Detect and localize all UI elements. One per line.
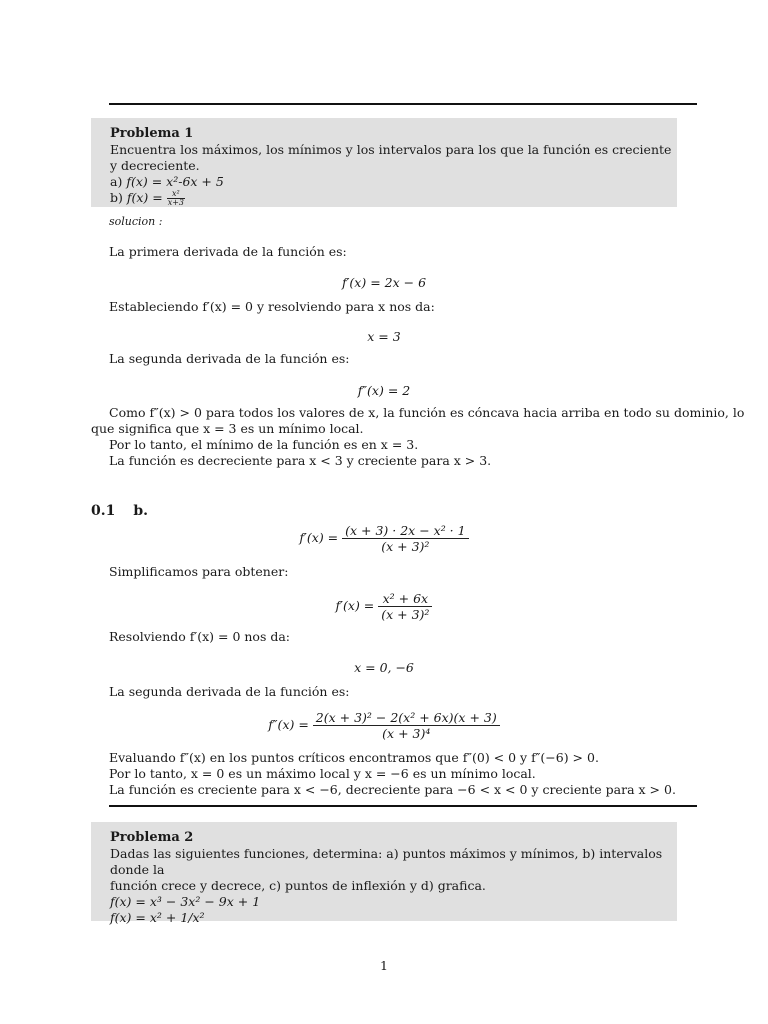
equation-4-denominator: (x + 3)⁴ <box>382 726 431 741</box>
part-a-line-1: La primera derivada de la función es: <box>109 244 347 259</box>
item-b-lhs: f(x) = <box>126 190 167 205</box>
part-b-line-4: Evaluando f″(x) en los puntos críticos encontramos que f″(0) < 0 y f″(−6) > 0. <box>109 750 599 765</box>
part-a-line-3: La segunda derivada de la función es: <box>109 351 350 366</box>
problem-2-title: Problema 2 <box>110 830 194 845</box>
part-a-paragraph-line-1: Como f″(x) > 0 para todos los valores de x, la función es cóncava hacia arriba en todo su dominio, lo <box>109 405 745 420</box>
part-b-line-1: Simplificamos para obtener: <box>109 564 289 579</box>
problem-2-box <box>91 822 677 925</box>
part-a-line-2: Estableciendo f′(x) = 0 y resolviendo para x nos da: <box>109 299 435 314</box>
section-heading <box>91 503 148 519</box>
item-b-numerator: x² <box>167 190 185 199</box>
part-a-line-5: La función es decreciente para x < 3 y creciente para x > 3. <box>109 453 492 468</box>
equation-4-fraction <box>313 710 500 741</box>
part-a-equation-3: f″(x) = 2 <box>357 383 411 398</box>
equation-1-fraction <box>342 523 468 554</box>
part-a-equation-2: x = 3 <box>367 329 401 344</box>
item-b-denominator: x+3 <box>167 198 185 207</box>
equation-2-lhs: f′(x) = <box>335 598 379 613</box>
problem-1-statement: Encuentra los máximos, los mínimos y los intervalos para los que la función es creciente y decreciente. <box>110 142 672 173</box>
equation-2-fraction <box>378 591 432 622</box>
equation-1-numerator: (x + 3) · 2x − x² · 1 <box>342 523 468 539</box>
problem-1-title: Problema 1 <box>110 126 194 141</box>
part-a-equation-1: f′(x) = 2x − 6 <box>341 275 427 290</box>
page-number: 1 <box>380 958 388 973</box>
item-a-expression: f(x) = x²-6x + 5 <box>126 174 224 189</box>
equation-4-numerator: 2(x + 3)² − 2(x² + 6x)(x + 3) <box>313 710 500 726</box>
top-rule <box>109 103 697 105</box>
part-b-equation-3: x = 0, −6 <box>354 660 414 675</box>
problem-2-line-2: función crece y decrece, c) puntos de inflexión y d) grafica. <box>110 878 486 893</box>
solucion-label: solucion : <box>109 215 163 228</box>
item-b-fraction <box>167 190 185 207</box>
item-b-label: b) <box>110 190 127 205</box>
part-b-equation-4 <box>0 710 768 741</box>
equation-1-lhs: f′(x) = <box>299 530 343 545</box>
problem-2-function-2: f(x) = x² + 1/x² <box>110 910 205 925</box>
problem-1-item-b <box>110 190 677 207</box>
part-b-line-5: Por lo tanto, x = 0 es un máximo local y x = −6 es un mínimo local. <box>109 766 536 781</box>
part-b-equation-2 <box>0 591 768 622</box>
section-title: b. <box>133 503 149 519</box>
part-b-line-2: Resolviendo f′(x) = 0 nos da: <box>109 629 290 644</box>
equation-2-numerator: x² + 6x <box>378 591 432 607</box>
part-b-line-6: La función es creciente para x < −6, decreciente para −6 < x < 0 y creciente para x > 0. <box>109 782 676 797</box>
item-a-label: a) <box>110 174 127 189</box>
equation-4-lhs: f″(x) = <box>268 717 313 732</box>
part-a-paragraph-line-2: que significa que x = 3 es un mínimo local. <box>91 421 364 436</box>
equation-1-denominator: (x + 3)² <box>381 539 430 554</box>
part-b-line-3: La segunda derivada de la función es: <box>109 684 350 699</box>
problem-2-function-1: f(x) = x³ − 3x² − 9x + 1 <box>110 894 261 909</box>
part-b-equation-1 <box>0 523 768 554</box>
equation-2-denominator: (x + 3)² <box>381 607 430 622</box>
part-a-line-4: Por lo tanto, el mínimo de la función es en x = 3. <box>109 437 419 452</box>
problem-2-line-1: Dadas las siguientes funciones, determina: a) puntos máximos y mínimos, b) intervalos donde la <box>110 846 663 877</box>
problem-1-item-a <box>110 174 677 190</box>
section-number: 0.1 <box>91 503 116 519</box>
middle-rule <box>109 805 697 807</box>
problem-1-box <box>91 118 677 207</box>
